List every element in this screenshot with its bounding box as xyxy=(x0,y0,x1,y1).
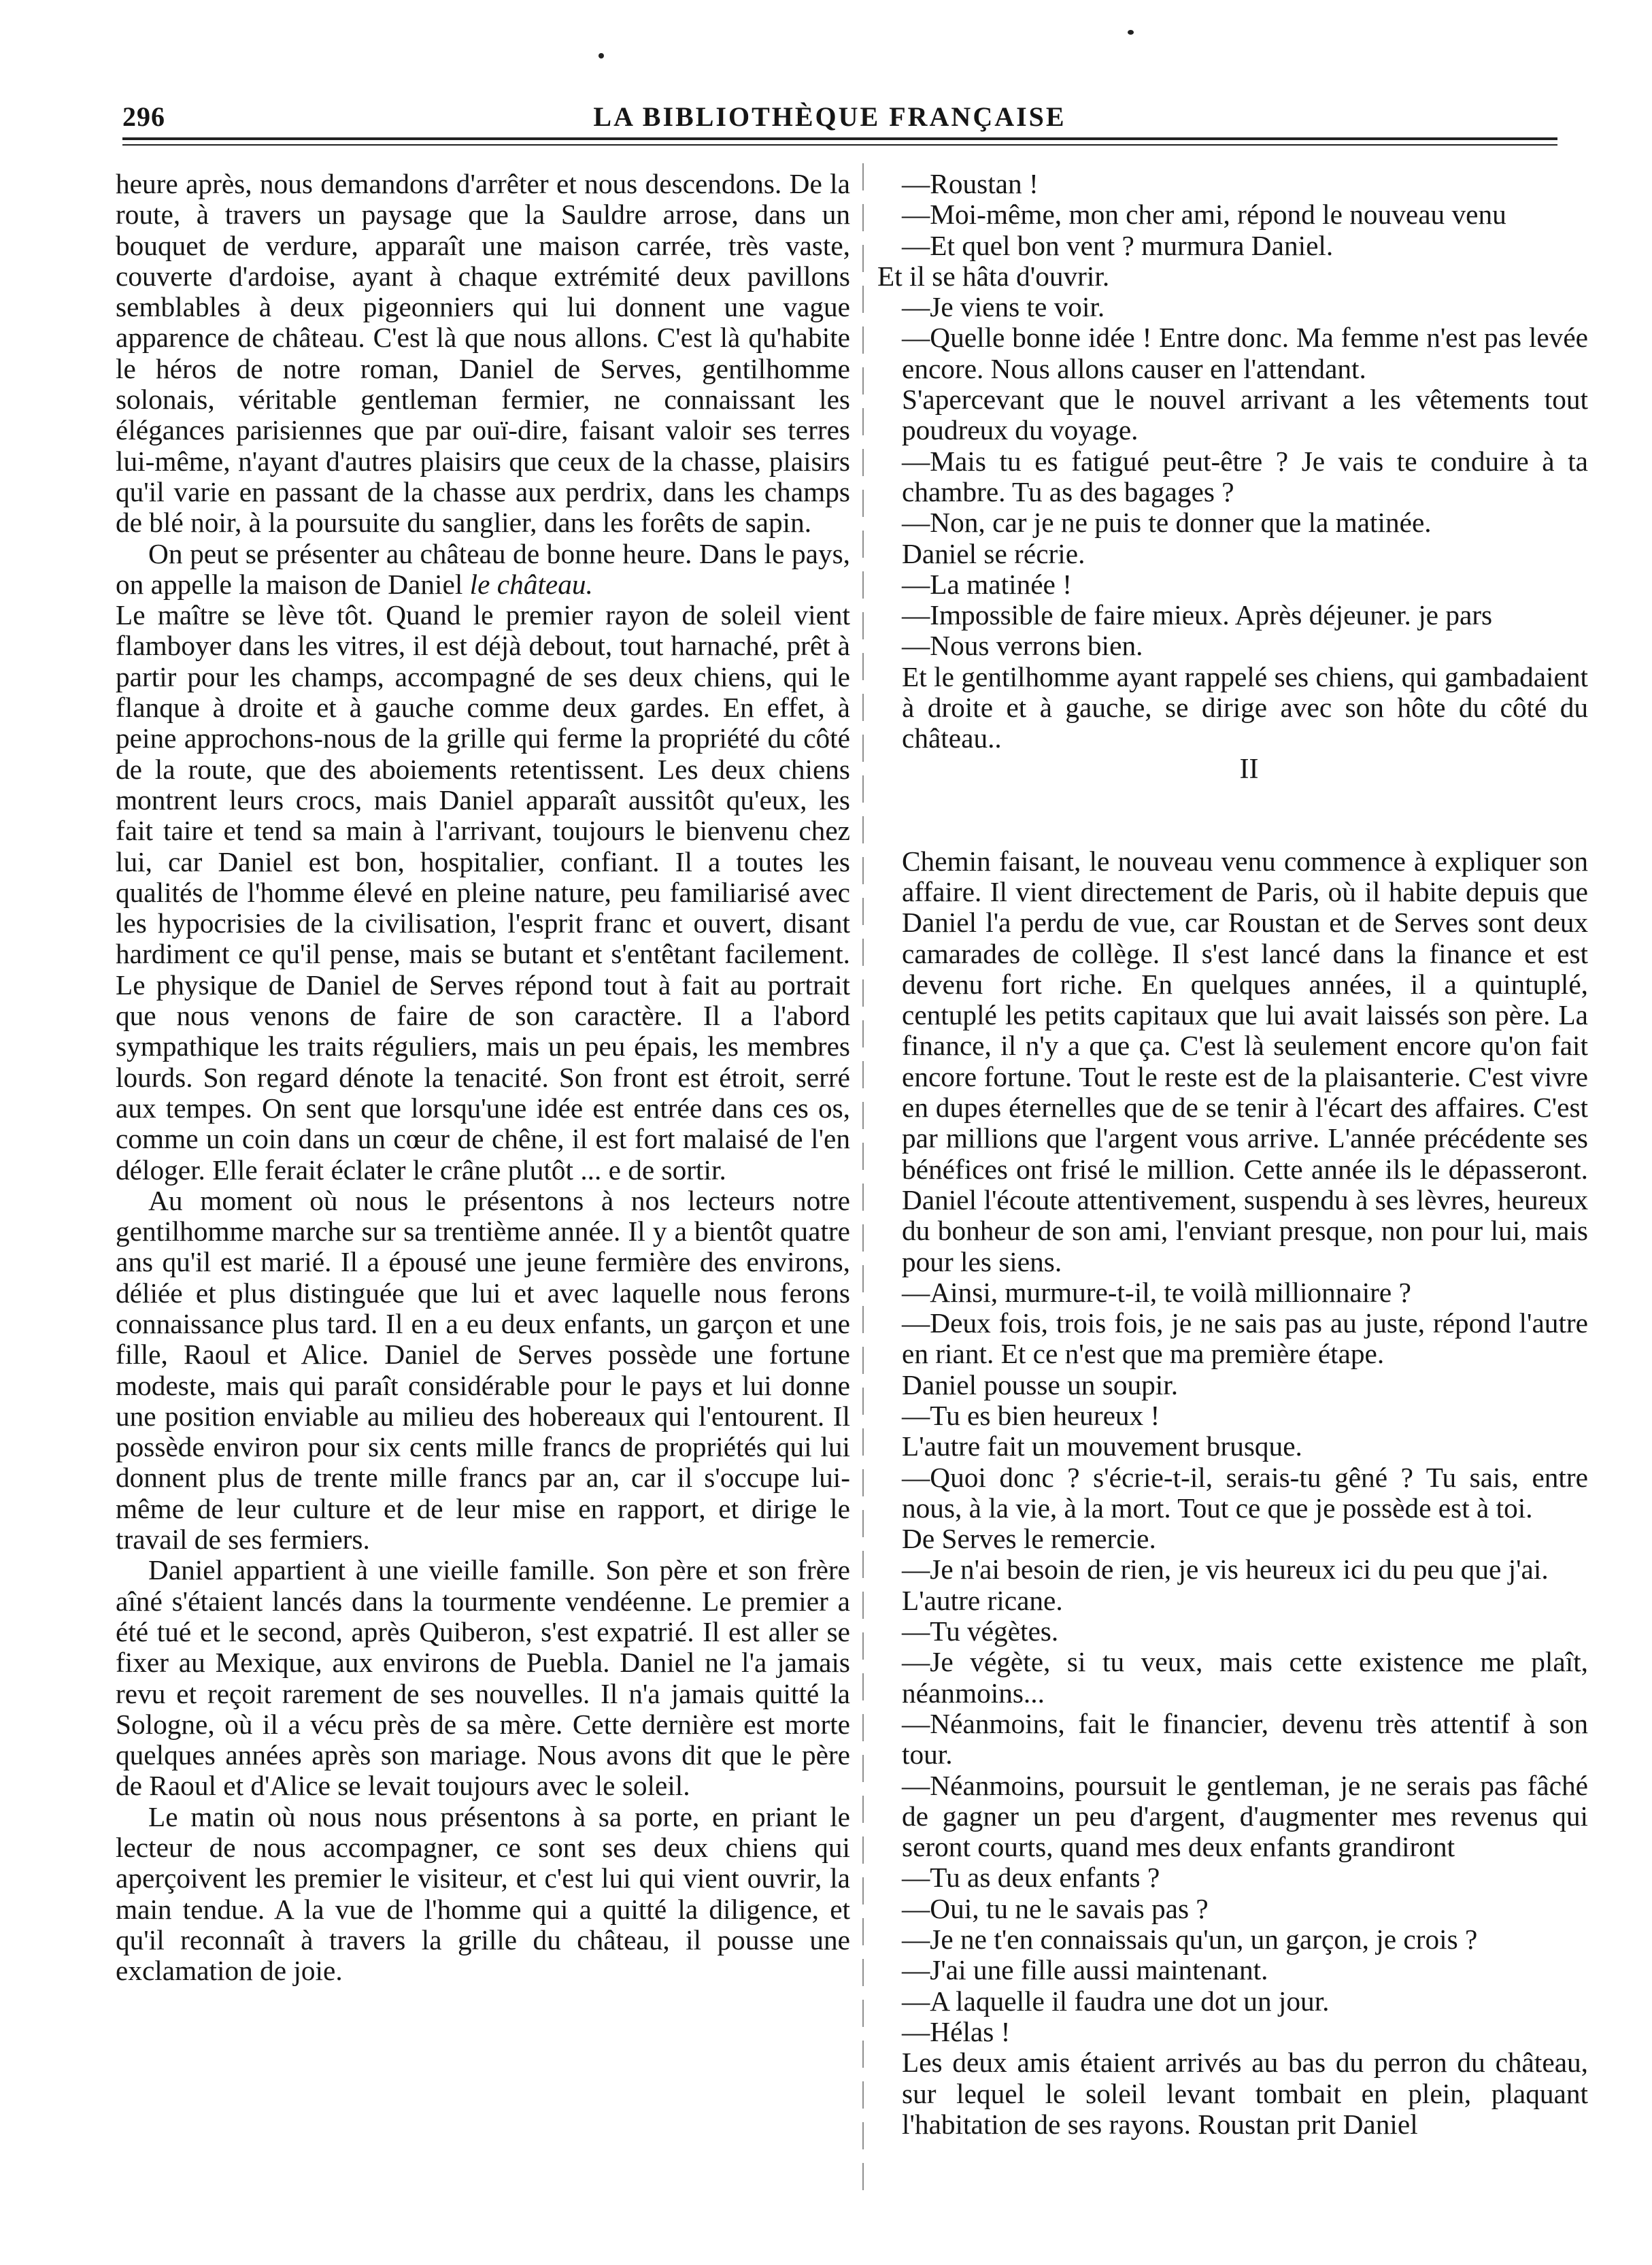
dialogue-line: —Tu es bien heureux ! xyxy=(902,1399,1160,1431)
dialogue-line: —Mais tu es fatigué peut-être ? Je vais te conduire à ta chambre. Tu as des bagages ? xyxy=(902,445,1588,507)
dialogue-line: —Tu as deux enfants ? xyxy=(902,1862,1160,1894)
paragraph-text: On peut se présenter au château de bonne heure. Dans le pays, on appelle la maison de Daniel xyxy=(116,537,850,600)
column-divider xyxy=(862,163,864,2197)
dialogue-line: —Non, car je ne puis te donner que la matinée. xyxy=(902,507,1432,539)
section-heading: II xyxy=(1239,753,1259,785)
dialogue-line: —Néanmoins, fait le financier, devenu très attentif à son tour. xyxy=(902,1707,1588,1771)
dialogue-line: —Quelle bonne idée ! Entre donc. Ma femme n'est pas levée encore. Nous allons causer en l'attendant. xyxy=(902,322,1588,384)
dialogue-line: —Nous verrons bien. xyxy=(902,630,1143,662)
dialogue-line: —Deux fois, trois fois, je ne sais pas au juste, répond l'autre en riant. Et ce n'est que ma première étape. xyxy=(902,1307,1588,1370)
dialogue-line: —Tu végètes. xyxy=(902,1615,1059,1647)
dialogue-line: —Ainsi, murmure-t-il, te voilà millionnaire ? xyxy=(902,1276,1411,1308)
narration-line: Daniel se récrie. xyxy=(902,537,1085,569)
dialogue-line: —La matinée ! xyxy=(902,568,1072,600)
page-number: 296 xyxy=(122,101,165,132)
dialogue-line: —Quoi donc ? s'écrie-t-il, serais-tu gêné ? Tu sais, entre nous, à la vie, à la mort. Tout ce que je possède est à toi. xyxy=(902,1461,1588,1524)
italic-phrase: le château. xyxy=(469,568,593,600)
narration-line: Et il se hâta d'ouvrir. xyxy=(877,260,1110,292)
dialogue-line: —Je n'ai besoin de rien, je vis heureux ici du peu que j'ai. xyxy=(902,1554,1549,1586)
header-rule-thin xyxy=(122,144,1557,146)
paragraph: heure après, nous demandons d'arrêter et nous descendons. De la route, à travers un paysage que la Sauldre arrose, dans un bouquet de verdure, apparaît une maison carrée, très vaste, couverte d'ardoise, ayant à chaque extrémité deux pavillons semblables à deux pigeonniers qui lui donnent une vague apparence de château. C'est là que nous allons. C'est là qu'habite le héros de notre roman, Daniel de Serves, gentilhomme solonais, véritable gentleman fermier, ne connaissant les élégances parisiennes que par ouï-dire, faisant valoir ses terres lui-même, n'ayant d'autres plaisirs que ceux de la chasse, plaisirs qu'il varie en passant de la chasse aux perdrix, dans les champs de blé noir, à la poursuite du sanglier, dans les forêts de sapin. xyxy=(116,168,850,539)
paragraph: Le matin où nous nous présentons à sa porte, en priant le lecteur de nous accompagner, ce sont ses deux chiens qui aperçoivent les premier le visiteur, et c'est lui qui vient ouvrir, la main tendue. A la vue de l'homme qui a quitté la diligence, et qu'il reconnaît à travers la grille du château, il pousse une exclamation de joie. xyxy=(116,1800,850,1987)
narration-line: Et le gentilhomme ayant rappelé ses chiens, qui gambadaient à droite et à gauche, se dirige avec son hôte du côté du château.. xyxy=(902,660,1588,754)
dialogue-line: —Impossible de faire mieux. Après déjeuner. je pars xyxy=(902,599,1493,631)
page-header xyxy=(122,101,1537,141)
dialogue-line: —Oui, tu ne le savais pas ? xyxy=(902,1892,1209,1924)
dialogue-line: —Je végète, si tu veux, mais cette existence me plaît, néanmoins... xyxy=(902,1646,1588,1709)
paragraph: Daniel appartient à une vieille famille. Son père et son frère aîné s'étaient lancés dans la tourmente vendéenne. Le premier a été tué et le second, après Quiberon, s'est expatrié. Il est aller se fixer au Mexique, aux environs de Puebla. Daniel ne l'a jamais revu et reçoit rarement de ses nouvelles. Il n'a jamais quitté la Sologne, où il a vécu près de sa mère. Cette dernière est morte quelques années après son mariage. Nous avons dit que le père de Raoul et d'Alice se levait toujours avec le soleil. xyxy=(116,1554,850,1802)
narration-line: L'autre ricane. xyxy=(902,1584,1063,1616)
ink-speck xyxy=(1128,30,1134,35)
narration-line: De Serves le remercie. xyxy=(902,1523,1156,1555)
paragraph: Les deux amis étaient arrivés au bas du perron du château, sur lequel le soleil levant tombait en plein, plaquant l'habitation de ses rayons. Roustan prit Daniel xyxy=(902,2047,1588,2140)
dialogue-line: —Et quel bon vent ? murmura Daniel. xyxy=(902,229,1334,261)
header-rule xyxy=(122,137,1557,140)
paragraph: Chemin faisant, le nouveau venu commence à expliquer son affaire. Il vient directement de Paris, où il habite depuis que Daniel l'a perdu de vue, car Roustan et de Serves sont deux camarades de collège. Il s'est lancé dans la finance et est devenu fort riche. En quelques années, il a quintuplé, centuplé les petits capitaux que lui avait laissés son père. La finance, il n'y a que ça. C'est là seulement encore qu'on fait encore fortune. Tout le reste est de la plaisanterie. C'est vivre en dupes éternelles que de se tenir à l'écart des affaires. C'est par millions que l'argent vous arrive. L'année précédente ses bénéfices ont frisé le million. Cette année ils le dépasseront. Daniel l'écoute attentivement, suspendu à ses lèvres, heureux du bonheur de son ami, l'enviant presque, non pour lui, mais pour les siens. xyxy=(902,845,1588,1277)
paragraph: Au moment où nous le présentons à nos lecteurs notre gentilhomme marche sur sa trentième année. Il y a bientôt quatre ans qu'il est marié. Il a épousé une jeune fermière des environs, déliée et plus distinguée que lui et avec laquelle nous ferons connaissance plus tard. Il en a eu deux enfants, un garçon et une fille, Raoul et Alice. Daniel de Serves possède une fortune modeste, mais qui paraît considérable pour le pays et lui donne une position enviable au milieu des hobereaux qui l'entourent. Il possède environ pour six cents mille francs de propriétés qui lui donnent plus de trente mille francs par an, car il s'occupe lui-même de leur culture et de leur mise en rapport, et dirige le travail de ses fermiers. xyxy=(116,1184,850,1556)
paragraph xyxy=(116,539,850,601)
running-title: LA BIBLIOTHÈQUE FRANÇAISE xyxy=(593,101,1066,132)
dialogue-line: —A laquelle il faudra une dot un jour. xyxy=(902,1985,1330,2017)
section-spacer xyxy=(877,785,1588,846)
ink-speck xyxy=(599,53,604,58)
dialogue-line: —Moi-même, mon cher ami, répond le nouveau venu xyxy=(902,199,1506,231)
narration-line: L'autre fait un mouvement brusque. xyxy=(902,1430,1302,1462)
left-column xyxy=(116,169,850,1987)
paragraph: Le maître se lève tôt. Quand le premier rayon de soleil vient flamboyer dans les vitres, il est déjà debout, tout harnaché, prêt à partir pour les champs, accompagné de ses deux chiens, qui le flanque à droite et à gauche comme deux gardes. En effet, à peine approchons-nous de la grille qui ferme la propriété du côté de la route, que des aboiements retentissent. Les deux chiens montrent leurs crocs, mais Daniel apparaît aussitôt qu'eux, les fait taire et tend sa main à l'arrivant, toujours le bienvenu chez lui, car Daniel est bon, hospitalier, confiant. Il a toutes les qualités de l'homme élevé en pleine nature, peu familiarisé avec les hypocrisies de la civilisation, l'esprit franc et ouvert, disant hardiment ce qu'il pense, mais se butant et s'entêtant facilement. Le physique de Daniel de Serves répond tout à fait au portrait que nous venons de faire de son caractère. Il a l'abord sympathique les traits réguliers, mais un peu épais, les membres lourds. Son regard dénote la tenacité. Son front est étroit, serré aux tempes. On sent que lorsqu'une idée est entrée dans ces os, comme un coin dans un cœur de chêne, il est fort malaisé de l'en déloger. Elle ferait éclater le crâne plutôt ... e de sortir. xyxy=(116,599,850,1186)
dialogue-line: —Je viens te voir. xyxy=(902,291,1105,323)
dialogue-line: —J'ai une fille aussi maintenant. xyxy=(902,1954,1268,1986)
dialogue-line: —Roustan ! xyxy=(902,168,1039,199)
right-column xyxy=(877,169,1588,2140)
dialogue-line: —Je ne t'en connaissais qu'un, un garçon, je crois ? xyxy=(902,1924,1478,1956)
dialogue-line: —Néanmoins, poursuit le gentleman, je ne serais pas fâché de gagner un peu d'argent, d'augmenter mes revenus qui seront courts, quand mes deux enfants grandiront xyxy=(902,1769,1588,1863)
dialogue-line: —Hélas ! xyxy=(902,2015,1011,2047)
narration-line: S'apercevant que le nouvel arrivant a les vêtements tout poudreux du voyage. xyxy=(902,384,1588,446)
narration-line: Daniel pousse un soupir. xyxy=(902,1369,1179,1400)
